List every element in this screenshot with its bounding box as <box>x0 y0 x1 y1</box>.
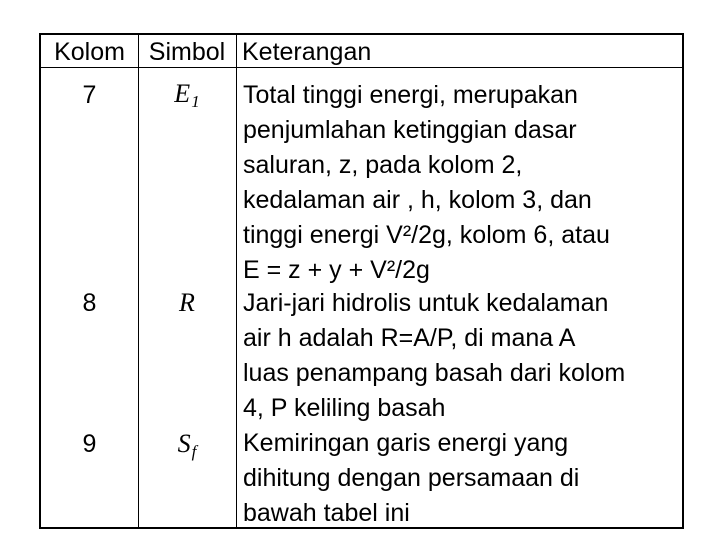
row-symbol-r: R <box>179 288 195 317</box>
row-description-7 <box>243 78 610 288</box>
header-kolom: Kolom <box>54 38 125 66</box>
description-line: penjumlahan ketinggian dasar <box>243 116 577 144</box>
description-line: Kemiringan garis energi yang <box>243 429 569 457</box>
header-keterangan: Keterangan <box>242 38 372 66</box>
description-line: air h adalah R=A/P, di mana A <box>243 324 576 352</box>
header-simbol: Simbol <box>148 38 226 66</box>
column-divider <box>236 35 237 527</box>
row-kolom-7: 7 <box>82 81 97 109</box>
header-divider <box>41 67 682 68</box>
description-line: Jari-jari hidrolis untuk kedalaman <box>243 289 609 317</box>
description-line: dihitung dengan persamaan di <box>243 464 580 492</box>
description-line: luas penampang basah dari kolom <box>243 359 626 387</box>
data-table <box>39 33 684 529</box>
row-symbol-e1: E1 <box>174 79 200 111</box>
row-kolom-8: 8 <box>82 289 97 317</box>
description-line: Total tinggi energi, merupakan <box>243 81 578 109</box>
row-kolom-9: 9 <box>82 430 97 458</box>
description-line: saluran, z, pada kolom 2, <box>243 151 523 179</box>
description-line: bawah tabel ini <box>243 499 410 527</box>
row-symbol-sf: Sf <box>177 429 197 461</box>
description-line: tinggi energi V²/2g, kolom 6, atau <box>243 221 610 249</box>
description-line: 4, P keliling basah <box>243 394 446 422</box>
description-line: E = z + y + V²/2g <box>243 256 430 284</box>
row-description-9 <box>243 426 579 531</box>
row-description-8 <box>243 286 625 426</box>
description-line: kedalaman air , h, kolom 3, dan <box>243 186 592 214</box>
